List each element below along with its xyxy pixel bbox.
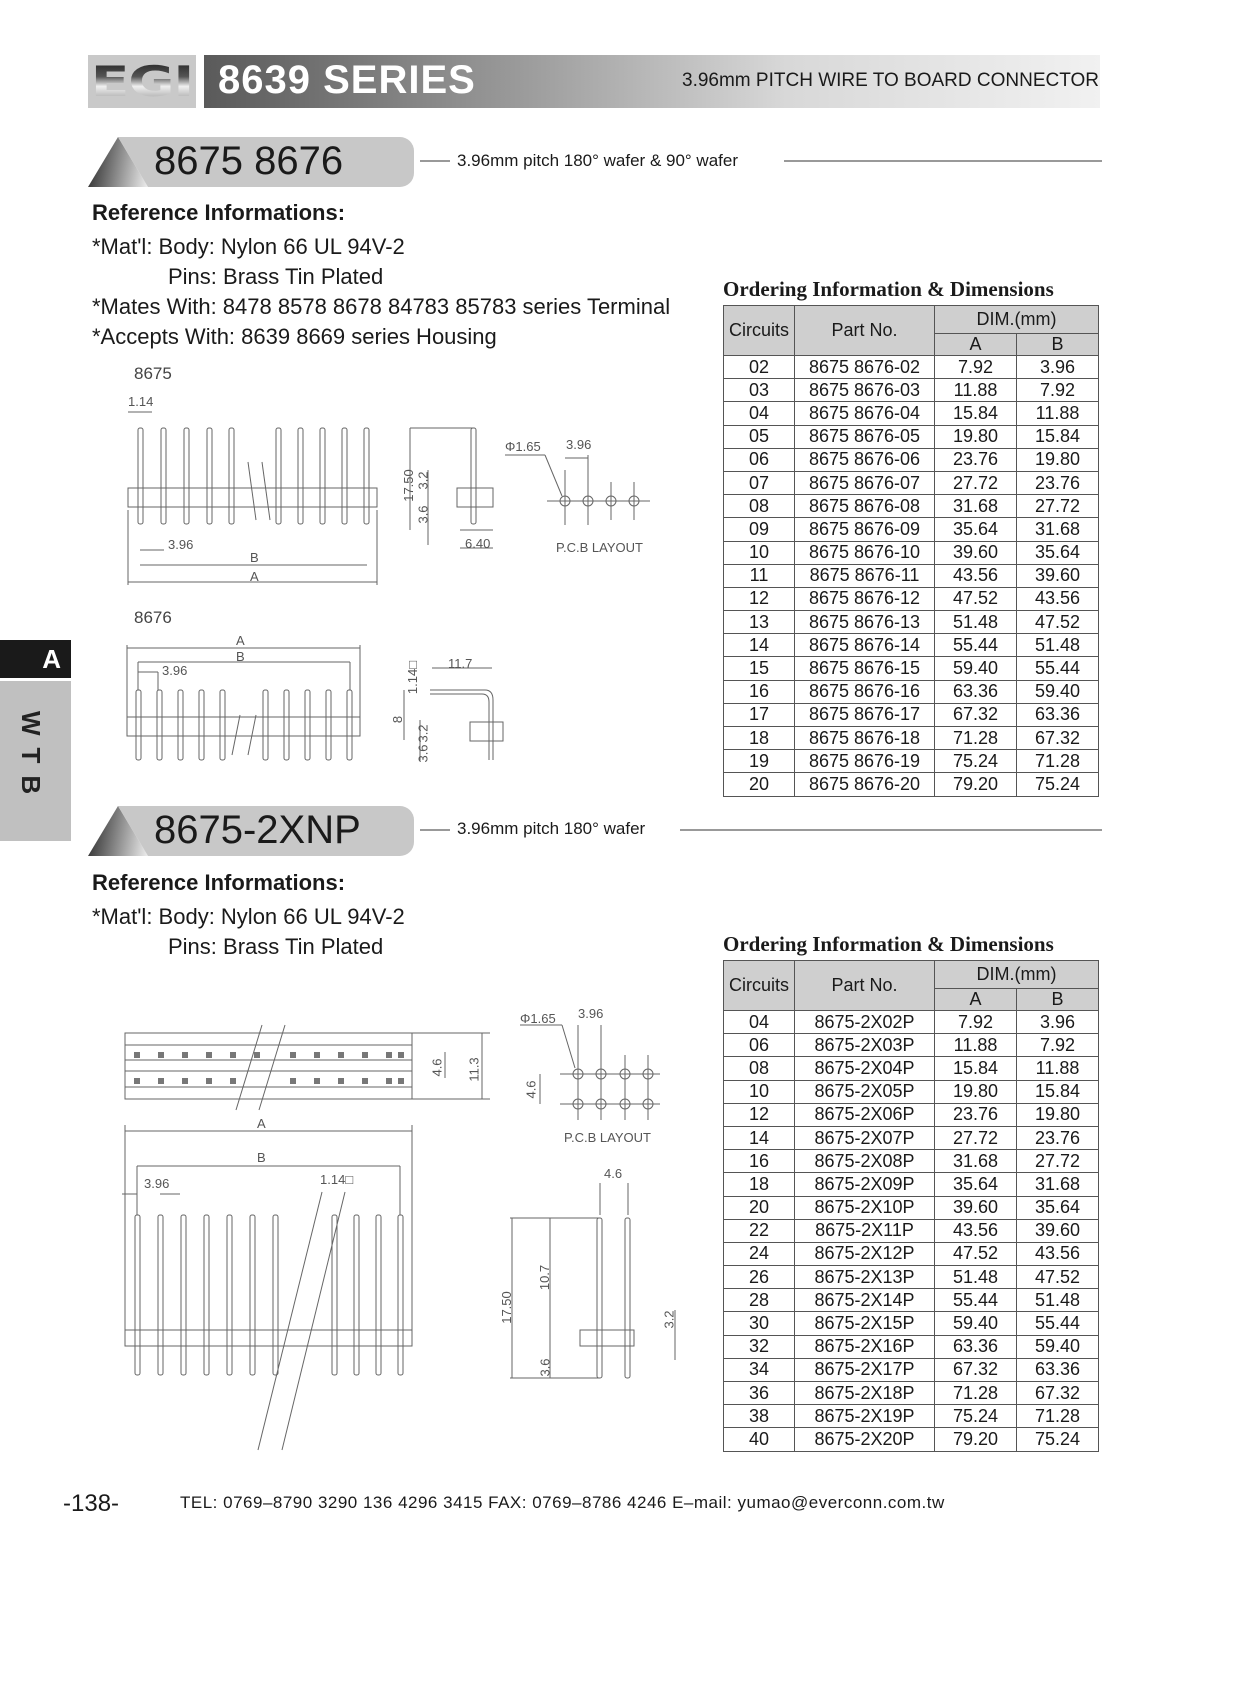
- cell-dim-b: 59.40: [1017, 1335, 1099, 1358]
- cell-dim-b: 31.68: [1017, 518, 1099, 541]
- cell-part-no: 8675 8676-03: [795, 379, 935, 402]
- col-circuits: Circuits: [724, 306, 795, 356]
- cell-dim-b: 67.32: [1017, 1382, 1099, 1405]
- cell-part-no: 8675-2X13P: [795, 1266, 935, 1289]
- cell-dim-a: 35.64: [935, 1173, 1017, 1196]
- dim-height: 17.50: [400, 469, 416, 502]
- cell-dim-b: 35.64: [1017, 541, 1099, 564]
- table-row: [724, 1312, 1099, 1335]
- cell-circuits: 03: [724, 379, 795, 402]
- cell-dim-b: 39.60: [1017, 1219, 1099, 1242]
- dim-width: 11.3: [466, 1057, 482, 1082]
- cell-circuits: 26: [724, 1266, 795, 1289]
- table-row: [724, 1358, 1099, 1381]
- table-row: [724, 611, 1099, 634]
- cell-part-no: 8675 8676-04: [795, 402, 935, 425]
- cell-part-no: 8675-2X14P: [795, 1289, 935, 1312]
- cell-dim-a: 79.20: [935, 773, 1017, 796]
- cell-circuits: 04: [724, 402, 795, 425]
- cell-circuits: 02: [724, 356, 795, 379]
- cell-dim-b: 75.24: [1017, 1428, 1099, 1451]
- cell-part-no: 8675 8676-17: [795, 703, 935, 726]
- cell-circuits: 38: [724, 1405, 795, 1428]
- cell-dim-b: 39.60: [1017, 564, 1099, 587]
- side-tab-category-label: WTB: [16, 711, 46, 807]
- reference-line: Pins: Brass Tin Plated: [168, 934, 384, 959]
- cell-dim-b: 35.64: [1017, 1196, 1099, 1219]
- reference-line: *Mat'l: Body: Nylon 66 UL 94V-2: [92, 234, 405, 259]
- table-row: [724, 518, 1099, 541]
- cell-part-no: 8675 8676-10: [795, 541, 935, 564]
- cell-dim-b: 47.52: [1017, 1266, 1099, 1289]
- cell-circuits: 18: [724, 1173, 795, 1196]
- cell-part-no: 8675 8676-16: [795, 680, 935, 703]
- table-row: [724, 1103, 1099, 1126]
- cell-dim-a: 31.68: [935, 1150, 1017, 1173]
- reference-line: *Mat'l: Body: Nylon 66 UL 94V-2: [92, 904, 405, 929]
- cell-part-no: 8675-2X02P: [795, 1011, 935, 1034]
- cell-dim-b: 7.92: [1017, 379, 1099, 402]
- cell-circuits: 10: [724, 1080, 795, 1103]
- cell-dim-b: 11.88: [1017, 1057, 1099, 1080]
- table-row: [724, 471, 1099, 494]
- cell-dim-b: 71.28: [1017, 750, 1099, 773]
- dim-ra-len: 11.7: [448, 656, 473, 671]
- dim-ra-lower: 3.6: [415, 744, 431, 763]
- divider: [420, 829, 450, 831]
- dim-lower-2: 3.6: [537, 1358, 553, 1377]
- cell-part-no: 8675-2X05P: [795, 1080, 935, 1103]
- cell-dim-a: 55.44: [935, 634, 1017, 657]
- cell-part-no: 8675 8676-14: [795, 634, 935, 657]
- contact-info: TEL: 0769–8790 3290 136 4296 3415 FAX: 0769–8786 4246 E–mail: yumao@everconn.com.tw: [180, 1493, 945, 1512]
- cell-dim-a: 75.24: [935, 750, 1017, 773]
- section-title: 8675 8676: [154, 139, 344, 183]
- cell-dim-b: 15.84: [1017, 1080, 1099, 1103]
- section-description: 3.96mm pitch 180° wafer & 90° wafer: [457, 151, 739, 170]
- table-row: [724, 1196, 1099, 1219]
- cell-circuits: 19: [724, 750, 795, 773]
- reference-line: *Accepts With: 8639 8669 series Housing: [92, 324, 497, 349]
- table-row: [724, 680, 1099, 703]
- cell-circuits: 05: [724, 425, 795, 448]
- cell-circuits: 40: [724, 1428, 795, 1451]
- cell-part-no: 8675-2X16P: [795, 1335, 935, 1358]
- cell-dim-a: 67.32: [935, 703, 1017, 726]
- cell-dim-a: 47.52: [935, 587, 1017, 610]
- table-row: [724, 541, 1099, 564]
- cell-dim-b: 15.84: [1017, 425, 1099, 448]
- cell-dim-a: 59.40: [935, 657, 1017, 680]
- cell-part-no: 8675 8676-20: [795, 773, 935, 796]
- cell-dim-b: 63.36: [1017, 703, 1099, 726]
- dim-ra-upper: 3.2: [415, 724, 431, 743]
- section-description: 3.96mm pitch 180° wafer: [457, 819, 646, 838]
- table-row: [724, 1382, 1099, 1405]
- cell-dim-a: 23.76: [935, 448, 1017, 471]
- section-tab-8675-2xnp: [88, 806, 413, 856]
- table-row: [724, 1335, 1099, 1358]
- cell-dim-a: 31.68: [935, 495, 1017, 518]
- cell-circuits: 16: [724, 680, 795, 703]
- cell-part-no: 8675-2X18P: [795, 1382, 935, 1405]
- table-row: [724, 750, 1099, 773]
- cell-circuits: 07: [724, 471, 795, 494]
- cell-dim-a: 11.88: [935, 379, 1017, 402]
- cell-dim-a: 75.24: [935, 1405, 1017, 1428]
- dim-pin-2: 1.14□: [320, 1172, 354, 1187]
- table-row: [724, 1242, 1099, 1265]
- cell-dim-a: 79.20: [935, 1428, 1017, 1451]
- cell-dim-b: 19.80: [1017, 448, 1099, 471]
- cell-dim-a: 35.64: [935, 518, 1017, 541]
- cell-circuits: 17: [724, 703, 795, 726]
- table-row: [724, 495, 1099, 518]
- cell-part-no: 8675 8676-13: [795, 611, 935, 634]
- col-dim: DIM.(mm): [935, 961, 1099, 989]
- table-row: [724, 587, 1099, 610]
- table-row: [724, 379, 1099, 402]
- cell-part-no: 8675-2X04P: [795, 1057, 935, 1080]
- cell-dim-b: 31.68: [1017, 1173, 1099, 1196]
- cell-dim-a: 47.52: [935, 1242, 1017, 1265]
- cell-dim-a: 51.48: [935, 1266, 1017, 1289]
- cell-dim-a: 19.80: [935, 425, 1017, 448]
- cell-part-no: 8675 8676-06: [795, 448, 935, 471]
- dim-b: B: [250, 550, 259, 565]
- cell-dim-b: 3.96: [1017, 1011, 1099, 1034]
- cell-circuits: 20: [724, 1196, 795, 1219]
- cell-circuits: 09: [724, 518, 795, 541]
- cell-dim-a: 55.44: [935, 1289, 1017, 1312]
- cell-dim-a: 63.36: [935, 680, 1017, 703]
- table-row: [724, 1289, 1099, 1312]
- cell-dim-a: 23.76: [935, 1103, 1017, 1126]
- cell-dim-a: 43.56: [935, 1219, 1017, 1242]
- reference-line: *Mates With: 8478 8578 8678 84783 85783 series Terminal: [92, 294, 671, 319]
- cell-dim-b: 63.36: [1017, 1358, 1099, 1381]
- cell-part-no: 8675-2X08P: [795, 1150, 935, 1173]
- table-title: Ordering Information & Dimensions: [723, 932, 1054, 956]
- dim-pin-width: 1.14: [128, 394, 154, 409]
- cell-circuits: 18: [724, 727, 795, 750]
- cell-part-no: 8675-2X09P: [795, 1173, 935, 1196]
- dim-depth: 6.40: [465, 536, 491, 551]
- dim-hole: Φ1.65: [505, 439, 541, 454]
- table-row: [724, 425, 1099, 448]
- cell-dim-b: 51.48: [1017, 1289, 1099, 1312]
- ordering-table-1: [723, 305, 1099, 797]
- table-title: Ordering Information & Dimensions: [723, 277, 1054, 301]
- cell-dim-a: 71.28: [935, 727, 1017, 750]
- cell-circuits: 04: [724, 1011, 795, 1034]
- cell-dim-a: 43.56: [935, 564, 1017, 587]
- dim-a-2: A: [257, 1116, 266, 1131]
- cell-circuits: 13: [724, 611, 795, 634]
- cell-dim-a: 15.84: [935, 1057, 1017, 1080]
- table-row: [724, 1428, 1099, 1451]
- logo-text: EGI: [90, 57, 194, 106]
- cell-dim-b: 3.96: [1017, 356, 1099, 379]
- cell-circuits: 34: [724, 1358, 795, 1381]
- cell-part-no: 8675-2X17P: [795, 1358, 935, 1381]
- table-row: [724, 448, 1099, 471]
- cell-dim-b: 43.56: [1017, 1242, 1099, 1265]
- cell-part-no: 8675-2X20P: [795, 1428, 935, 1451]
- cell-dim-a: 19.80: [935, 1080, 1017, 1103]
- cell-circuits: 10: [724, 541, 795, 564]
- cell-dim-b: 47.52: [1017, 611, 1099, 634]
- table-row: [724, 727, 1099, 750]
- col-part-no: Part No.: [795, 961, 935, 1011]
- table-row: [724, 1219, 1099, 1242]
- cell-part-no: 8675 8676-19: [795, 750, 935, 773]
- table-row: [724, 1034, 1099, 1057]
- col-b: B: [1017, 334, 1099, 356]
- ordering-table-2: [723, 960, 1099, 1452]
- dim-pitch-8676: 3.96: [162, 663, 188, 678]
- pcb-layout-label-2: P.C.B LAYOUT: [564, 1130, 651, 1145]
- dim-lower: 3.6: [415, 505, 431, 524]
- cell-part-no: 8675-2X03P: [795, 1034, 935, 1057]
- cell-part-no: 8675 8676-02: [795, 356, 935, 379]
- cell-part-no: 8675-2X07P: [795, 1126, 935, 1149]
- cell-dim-a: 59.40: [935, 1312, 1017, 1335]
- col-b: B: [1017, 989, 1099, 1011]
- cell-circuits: 11: [724, 564, 795, 587]
- cell-circuits: 32: [724, 1335, 795, 1358]
- cell-circuits: 28: [724, 1289, 795, 1312]
- cell-part-no: 8675 8676-07: [795, 471, 935, 494]
- cell-part-no: 8675-2X10P: [795, 1196, 935, 1219]
- cell-dim-a: 51.48: [935, 611, 1017, 634]
- cell-part-no: 8675 8676-08: [795, 495, 935, 518]
- table-row: [724, 657, 1099, 680]
- cell-dim-b: 51.48: [1017, 634, 1099, 657]
- table-row: [724, 1080, 1099, 1103]
- cell-dim-a: 71.28: [935, 1382, 1017, 1405]
- table-row: [724, 402, 1099, 425]
- dim-row-pitch: 4.6: [429, 1058, 445, 1077]
- table-row: [724, 634, 1099, 657]
- cell-dim-b: 23.76: [1017, 1126, 1099, 1149]
- cell-dim-b: 7.92: [1017, 1034, 1099, 1057]
- cell-part-no: 8675-2X15P: [795, 1312, 935, 1335]
- table-row: [724, 564, 1099, 587]
- cell-circuits: 30: [724, 1312, 795, 1335]
- cell-dim-a: 27.72: [935, 471, 1017, 494]
- pcb-layout-label: P.C.B LAYOUT: [556, 540, 643, 555]
- dim-pitch: 3.96: [168, 537, 194, 552]
- cell-dim-b: 59.40: [1017, 680, 1099, 703]
- dim-side-pitch: 4.6: [604, 1166, 623, 1181]
- cell-dim-b: 19.80: [1017, 1103, 1099, 1126]
- dim-upper: 3.2: [415, 471, 431, 490]
- table-row: [724, 773, 1099, 796]
- cell-dim-a: 15.84: [935, 402, 1017, 425]
- dim-b-8676: B: [236, 649, 245, 664]
- cell-part-no: 8675-2X11P: [795, 1219, 935, 1242]
- divider: [680, 829, 1102, 831]
- cell-circuits: 14: [724, 1126, 795, 1149]
- col-a: A: [935, 334, 1017, 356]
- cell-part-no: 8675 8676-05: [795, 425, 935, 448]
- cell-dim-b: 11.88: [1017, 402, 1099, 425]
- cell-part-no: 8675-2X06P: [795, 1103, 935, 1126]
- table-row: [724, 1011, 1099, 1034]
- dim-b-2: B: [257, 1150, 266, 1165]
- side-tab-letter: A: [0, 640, 71, 678]
- cell-dim-b: 67.32: [1017, 727, 1099, 750]
- cell-circuits: 12: [724, 1103, 795, 1126]
- cell-circuits: 20: [724, 773, 795, 796]
- cell-circuits: 06: [724, 1034, 795, 1057]
- col-a: A: [935, 989, 1017, 1011]
- cell-dim-b: 55.44: [1017, 1312, 1099, 1335]
- dim-pcb-pitch: 3.96: [566, 437, 592, 452]
- cell-dim-a: 7.92: [935, 356, 1017, 379]
- dim-height-2: 17.50: [498, 1291, 514, 1324]
- table-row: [724, 1057, 1099, 1080]
- cell-part-no: 8675 8676-12: [795, 587, 935, 610]
- cell-dim-a: 11.88: [935, 1034, 1017, 1057]
- cell-dim-a: 63.36: [935, 1335, 1017, 1358]
- cell-dim-b: 23.76: [1017, 471, 1099, 494]
- cell-circuits: 16: [724, 1150, 795, 1173]
- section-title: 8675-2XNP: [154, 808, 361, 852]
- series-title: 8639 SERIES: [218, 58, 476, 102]
- cell-dim-a: 27.72: [935, 1126, 1017, 1149]
- col-circuits: Circuits: [724, 961, 795, 1011]
- cell-dim-b: 27.72: [1017, 1150, 1099, 1173]
- dim-a-8676: A: [236, 633, 245, 648]
- cell-part-no: 8675 8676-09: [795, 518, 935, 541]
- drawing-label-8675: 8675: [134, 364, 172, 383]
- cell-dim-a: 39.60: [935, 1196, 1017, 1219]
- cell-circuits: 24: [724, 1242, 795, 1265]
- cell-circuits: 12: [724, 587, 795, 610]
- cell-circuits: 14: [724, 634, 795, 657]
- page-number: -138-: [63, 1490, 120, 1517]
- reference-heading: Reference Informations:: [92, 870, 346, 895]
- cell-dim-b: 27.72: [1017, 495, 1099, 518]
- cell-circuits: 22: [724, 1219, 795, 1242]
- col-part-no: Part No.: [795, 306, 935, 356]
- reference-heading: Reference Informations:: [92, 200, 346, 225]
- cell-dim-b: 55.44: [1017, 657, 1099, 680]
- cell-circuits: 08: [724, 1057, 795, 1080]
- cell-part-no: 8675 8676-18: [795, 727, 935, 750]
- cell-part-no: 8675-2X19P: [795, 1405, 935, 1428]
- cell-dim-b: 75.24: [1017, 773, 1099, 796]
- cell-circuits: 15: [724, 657, 795, 680]
- table-row: [724, 1266, 1099, 1289]
- dim-body-2: 3.2: [661, 1310, 677, 1329]
- dim-pcb-row: 4.6: [523, 1080, 539, 1099]
- table-row: [724, 1126, 1099, 1149]
- header-subtitle: 3.96mm PITCH WIRE TO BOARD CONNECTOR: [682, 70, 1099, 91]
- table-row: [724, 703, 1099, 726]
- dim-pitch-2: 3.96: [578, 1006, 604, 1021]
- dim-ra-height: 8: [390, 715, 406, 724]
- cell-dim-b: 43.56: [1017, 587, 1099, 610]
- table-row: [724, 1173, 1099, 1196]
- cell-part-no: 8675-2X12P: [795, 1242, 935, 1265]
- cell-part-no: 8675 8676-15: [795, 657, 935, 680]
- table-row: [724, 356, 1099, 379]
- cell-dim-a: 7.92: [935, 1011, 1017, 1034]
- table-row: [724, 1150, 1099, 1173]
- dim-hole-2: Φ1.65: [520, 1011, 556, 1026]
- col-dim: DIM.(mm): [935, 306, 1099, 334]
- dim-pitch-front: 3.96: [144, 1176, 170, 1191]
- cell-dim-a: 39.60: [935, 541, 1017, 564]
- cell-part-no: 8675 8676-11: [795, 564, 935, 587]
- cell-dim-a: 67.32: [935, 1358, 1017, 1381]
- dim-upper-2: 10.7: [537, 1264, 553, 1291]
- table-row: [724, 1405, 1099, 1428]
- drawing-label-8676: 8676: [134, 608, 172, 627]
- dim-a: A: [250, 569, 259, 584]
- cell-circuits: 36: [724, 1382, 795, 1405]
- cell-circuits: 06: [724, 448, 795, 471]
- cell-dim-b: 71.28: [1017, 1405, 1099, 1428]
- cell-circuits: 08: [724, 495, 795, 518]
- reference-line: Pins: Brass Tin Plated: [168, 264, 384, 289]
- dim-ra-pin: 1.14□: [405, 660, 421, 695]
